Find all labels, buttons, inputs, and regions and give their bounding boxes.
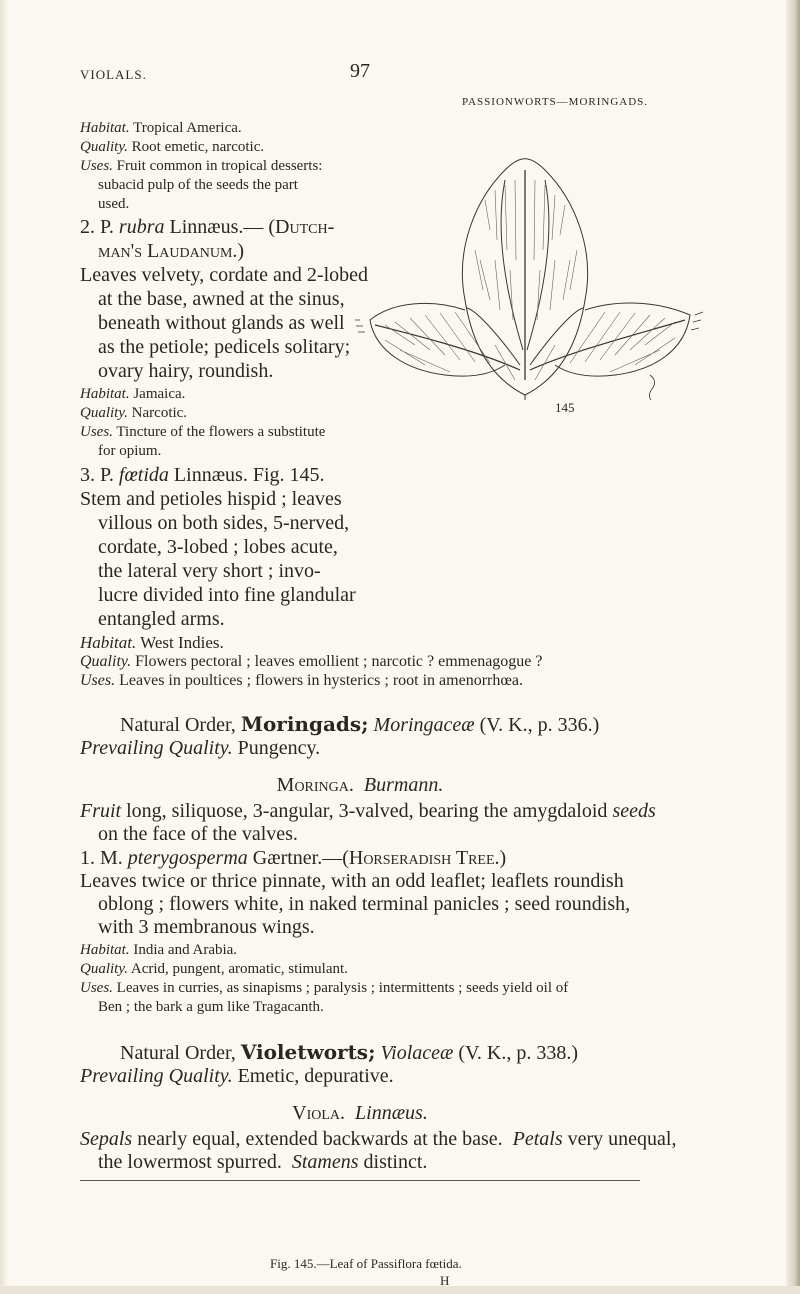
description-line: cordate, 3-lobed ; lobes acute,: [98, 536, 338, 558]
sepals-line: Sepals nearly equal, extended backwards at the base. Petals very unequal,: [80, 1128, 677, 1150]
description-line: as the petiole; pedicels solitary;: [98, 336, 351, 358]
species-heading: 2. P. rubra Linnæus.— (Dutch-: [80, 216, 335, 238]
running-head-left: VIOLALS.: [80, 67, 147, 82]
uses-line: Uses. Fruit common in tropical desserts:: [80, 158, 323, 174]
quality-line: Quality. Root emetic, narcotic.: [80, 139, 265, 155]
quality-line: Quality. Narcotic.: [80, 405, 188, 421]
description-line: Leaves twice or thrice pinnate, with an odd leaflet; leaflets roundish: [80, 870, 624, 892]
natural-order-heading: Natural Order, Moringads; Moringaceæ (V. K., p. 336.): [120, 712, 600, 736]
sepals-line-cont: the lowermost spurred. Stamens distinct.: [98, 1151, 428, 1173]
description-line: lucre divided into fine glandular: [98, 584, 356, 606]
description-line: with 3 membranous wings.: [98, 916, 315, 938]
fruit-line: Fruit long, siliquose, 3-angular, 3-valved, bearing the amygdaloid seeds: [80, 800, 656, 822]
species-common-name: man's Laudanum.): [98, 240, 245, 262]
description-line: Leaves velvety, cordate and 2-lobed: [80, 264, 369, 286]
prevailing-quality: Prevailing Quality. Pungency.: [80, 737, 321, 759]
habitat-line: Habitat. West Indies.: [80, 633, 224, 652]
footer-rule: [80, 1180, 640, 1181]
prevailing-quality: Prevailing Quality. Emetic, depurative.: [80, 1065, 394, 1087]
quality-line: Quality. Flowers pectoral ; leaves emollient ; narcotic ? emmenagogue ?: [80, 653, 543, 670]
running-head-right: PASSIONWORTS—MORINGADS.: [462, 96, 649, 108]
description-line: oblong ; flowers white, in naked terminal panicles ; seed roundish,: [98, 893, 631, 915]
description-line: beneath without glands as well: [98, 312, 345, 334]
quality-line: Quality. Acrid, pungent, aromatic, stimulant.: [80, 961, 348, 977]
description-line: ovary hairy, roundish.: [98, 360, 274, 382]
genus-heading: Moringa. Burmann.: [276, 774, 444, 796]
description-line: Stem and petioles hispid ; leaves: [80, 488, 342, 510]
description-line: the lateral very short ; invo-: [98, 560, 321, 582]
figure-caption: Fig. 145.—Leaf of Passiflora fœtida.: [270, 1256, 462, 1271]
uses-line: Uses. Leaves in poultices ; flowers in hysterics ; root in amenorrhœa.: [80, 672, 523, 689]
habitat-line: Habitat. Tropical America.: [80, 120, 242, 136]
uses-line: Uses. Tincture of the flowers a substitute: [80, 424, 326, 440]
figure-number: 145: [555, 400, 575, 415]
description-line: villous on both sides, 5-nerved,: [98, 512, 350, 534]
habitat-line: Habitat. Jamaica.: [80, 386, 186, 402]
page-number: 97: [350, 60, 370, 82]
page-edge-left: [0, 0, 8, 1294]
uses-line-cont: for opium.: [98, 443, 162, 459]
page-edge-right: [786, 0, 800, 1294]
habitat-line: Habitat. India and Arabia.: [80, 942, 238, 958]
uses-line: Uses. Leaves in curries, as sinapisms ; paralysis ; intermittents ; seeds yield oil of: [80, 980, 569, 996]
description-line: entangled arms.: [98, 608, 225, 630]
uses-line-cont: subacid pulp of the seeds the part: [98, 177, 298, 193]
passiflora-leaf-illustration-icon: [355, 150, 705, 400]
uses-line-cont: Ben ; the bark a gum like Tragacanth.: [98, 999, 324, 1015]
genus-heading: Viola. Linnæus.: [292, 1102, 428, 1124]
page-edge-bottom: [0, 1286, 800, 1294]
natural-order-heading: Natural Order, Violetworts; Violaceæ (V. K., p. 338.): [120, 1040, 579, 1064]
uses-line-cont: used.: [98, 196, 130, 212]
species-heading: 3. P. fœtida Linnæus. Fig. 145.: [80, 464, 325, 486]
description-line: at the base, awned at the sinus,: [98, 288, 345, 310]
signature-mark: H: [440, 1273, 450, 1288]
fruit-line-cont: on the face of the valves.: [98, 823, 298, 845]
species-heading: 1. M. pterygosperma Gærtner.—(Horseradish Tree.): [80, 847, 507, 869]
